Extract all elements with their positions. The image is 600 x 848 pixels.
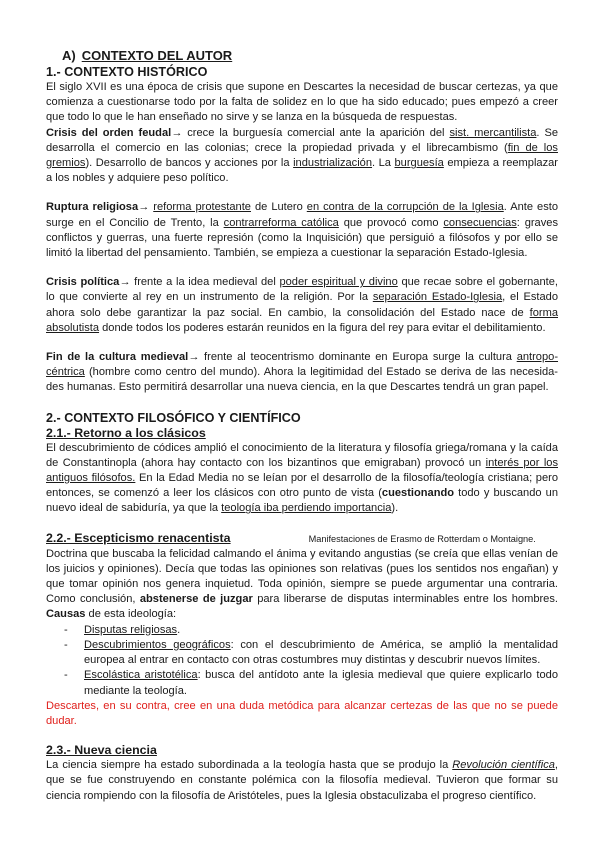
underlined-term: Revolución científica <box>452 759 555 772</box>
underlined-term: sist. mercantilista <box>449 126 537 139</box>
underlined-term: teología iba perdiendo importancia <box>221 502 392 515</box>
arrow-icon: → <box>138 201 150 214</box>
bold-term: abstenerse de juzgar <box>139 593 253 606</box>
list-item <box>64 623 558 638</box>
text-run: de esta ideología: <box>85 608 177 621</box>
text-run: , el Estado ahora solo debe garantizar la paz social. En cambio, la consolidación del Estado nace de <box>46 291 559 319</box>
text-run: empieza a reemplazar a los nobles y adquiere peso político. <box>46 157 558 185</box>
paragraph-retorno-clasicos <box>46 441 558 517</box>
underlined-term: interés por los antiguos filósofos. <box>46 456 558 485</box>
text-run: frente a la idea medieval del <box>130 276 280 289</box>
text-run: donde todos los poderes estarán reunidos en la figura del rey para evitar el debilitamiento. <box>99 321 546 334</box>
list-item <box>64 638 558 668</box>
text-run: que provocó como <box>338 216 444 229</box>
text-run: frente al teocentrismo dominante en Europa surge la cultura <box>199 351 517 364</box>
text-run: de Lutero <box>250 201 307 214</box>
text-run: : graves conflictos y guerras, una fuerte represión (como la Inquisición) que persiguió a filósofos y por ello se limitó la libertad del pensamiento. También, se empieza a cuestionar la separación Estado-Iglesia. <box>46 216 558 260</box>
text-run: : con el descubrimiento de América, se amplió la mentalidad europea al entrar en contacto con otras costumbres muy distintas y descubrir nuevos límites. <box>84 638 559 667</box>
heading-retorno-clasicos <box>46 426 558 441</box>
underlined-term: fin de los gremios <box>46 141 558 170</box>
bold-term: Causas <box>46 608 86 621</box>
underlined-term: en contra de la corrupción de la Iglesia <box>306 201 504 214</box>
heading-escepticismo <box>46 531 558 547</box>
heading-text: 2.3.- Nueva ciencia <box>46 743 157 758</box>
text-run: . La <box>372 157 395 170</box>
paragraph-escepticismo <box>46 547 558 623</box>
paragraph-nueva-ciencia <box>46 758 558 804</box>
arrow-icon: → <box>171 126 183 139</box>
label-ruptura-religiosa: Ruptura religiosa <box>46 201 139 214</box>
text-run: : busca del antídoto ante la iglesia medieval que quiere explicarlo todo mediante la teología. <box>84 669 558 697</box>
text-run: En la Edad Media no se leían por el desarrollo de la filosofía/teología cristiana; pero entonces, se comenzó a leer los clásicos con otro punto de vista ( <box>46 472 558 500</box>
bold-term: cuestionando <box>381 487 455 500</box>
paragraph-fin-cultura-medieval <box>46 350 558 396</box>
underlined-term: separación Estado-Iglesia <box>372 291 503 304</box>
paragraph-intro: El siglo XVII es una época de crisis que supone en Descartes la necesidad de buscar certezas, ya que comienza a cuestionarse todo por la falta de solidez en lo que ha sido educado; pues empezó a creer que todo lo que le han enseñado no sirve y se lanza en la búsqueda de respuestas. <box>46 81 558 124</box>
text-run: ). Desarrollo de bancos y acciones por la <box>85 157 294 170</box>
text-run: todo y buscando un nuevo ideal de sabiduría, ya que la <box>46 487 559 515</box>
underlined-term: burguesía <box>394 157 444 170</box>
paragraph-ruptura-religiosa <box>46 200 558 261</box>
heading-contexto-historico: 1.- CONTEXTO HISTÓRICO <box>46 65 208 79</box>
text-run: ). <box>391 502 399 515</box>
text-run: , que se fue construyendo en constante polémica con la filosofía medieval. Tuvieron que formar su ciencia rompiendo con la filosofía de Aristóteles, pues la Iglesia obstaculizaba el progreso científico. <box>46 759 559 802</box>
label-crisis-feudal: Crisis del orden feudal <box>46 126 172 139</box>
arrow-icon: → <box>119 276 131 289</box>
heading-text: 2.1.- Retorno a los clásicos <box>46 425 206 440</box>
underlined-term: industrialización <box>293 157 373 170</box>
underlined-term: contrarreforma católica <box>223 216 339 229</box>
text-run: Doctrina que buscaba la felicidad calmando el ánima y evitando angustias (se creía que ellas venían de los juicios y opiniones). Decía que todas las opiniones son relativas (pues los sentidos nos engañan) y que tomar opinión nos genera inquietud. Toda opinión, siempre se puede argumentar una contraria. Como conclusión, <box>46 547 558 606</box>
side-note: Manifestaciones de Erasmo de Rotterdam o Montaigne. <box>308 533 536 544</box>
section-title-text: CONTEXTO DEL AUTOR <box>81 48 233 63</box>
text-run: . <box>177 623 181 636</box>
label-fin-cultura-medieval: Fin de la cultura medieval <box>46 351 189 364</box>
text-run: . Se desarrolla el comercio en las colonias; crece la propiedad privada y el librecambismo ( <box>46 126 559 154</box>
paragraph-crisis-feudal <box>46 126 558 187</box>
section-a-title <box>62 48 558 64</box>
red-note: Descartes, en su contra, cree en una duda metódica para alcanzar certezas de las que no se puede dudar. <box>46 699 558 727</box>
heading-text: 2.2.- Escepticismo renacentista <box>46 530 231 545</box>
paragraph-crisis-politica <box>46 275 558 336</box>
text-run: (hombre como centro del mundo). Ahora la legitimidad del Estado se deriva de las necesida-des humanas. Esto permitirá desarrollar una nueva ciencia, en la que Descartes tendrá un gran papel. <box>46 366 558 394</box>
underlined-term: poder espiritual y divino <box>279 276 398 289</box>
underlined-term: Descubrimientos geográficos <box>84 638 231 651</box>
text-run: . Ante esto surge en el Concilio de Trento, la <box>46 201 559 229</box>
text-run: para liberarse de disputas interminables entre los hombres. <box>252 593 558 606</box>
text-run: crece la burguesía comercial ante la aparición del <box>182 126 450 139</box>
causes-list <box>46 623 558 699</box>
heading-nueva-ciencia <box>46 743 558 758</box>
underlined-term: reforma protestante <box>153 201 251 214</box>
text-run: El descubrimiento de códices amplió el conocimiento de la literatura y filosofía griega/romana y la caída de Constantinopla (ahora hay contacto con los bizantinos que emigraban) provocó un <box>46 441 558 469</box>
underlined-term: consecuencias <box>443 216 517 229</box>
label-crisis-politica: Crisis política <box>46 276 120 289</box>
arrow-icon: → <box>188 351 200 364</box>
section-letter: A) <box>62 48 76 63</box>
text-run: La ciencia siempre ha estado subordinada a la teología hasta que se produjo la <box>46 759 453 772</box>
document-page <box>46 48 558 804</box>
text-run: que recae sobre el gobernante, lo que convierte al rey en un instrumento de la religión. Por la <box>46 276 558 304</box>
heading-contexto-filosofico: 2.- CONTEXTO FILOSÓFICO Y CIENTÍFICO <box>46 410 301 425</box>
underlined-term: antropo-céntrica <box>46 351 559 379</box>
list-item <box>64 668 558 698</box>
underlined-term: Escolástica aristotélica <box>84 669 198 682</box>
underlined-term: forma absolutista <box>46 306 558 334</box>
underlined-term: Disputas religiosas <box>84 623 178 636</box>
